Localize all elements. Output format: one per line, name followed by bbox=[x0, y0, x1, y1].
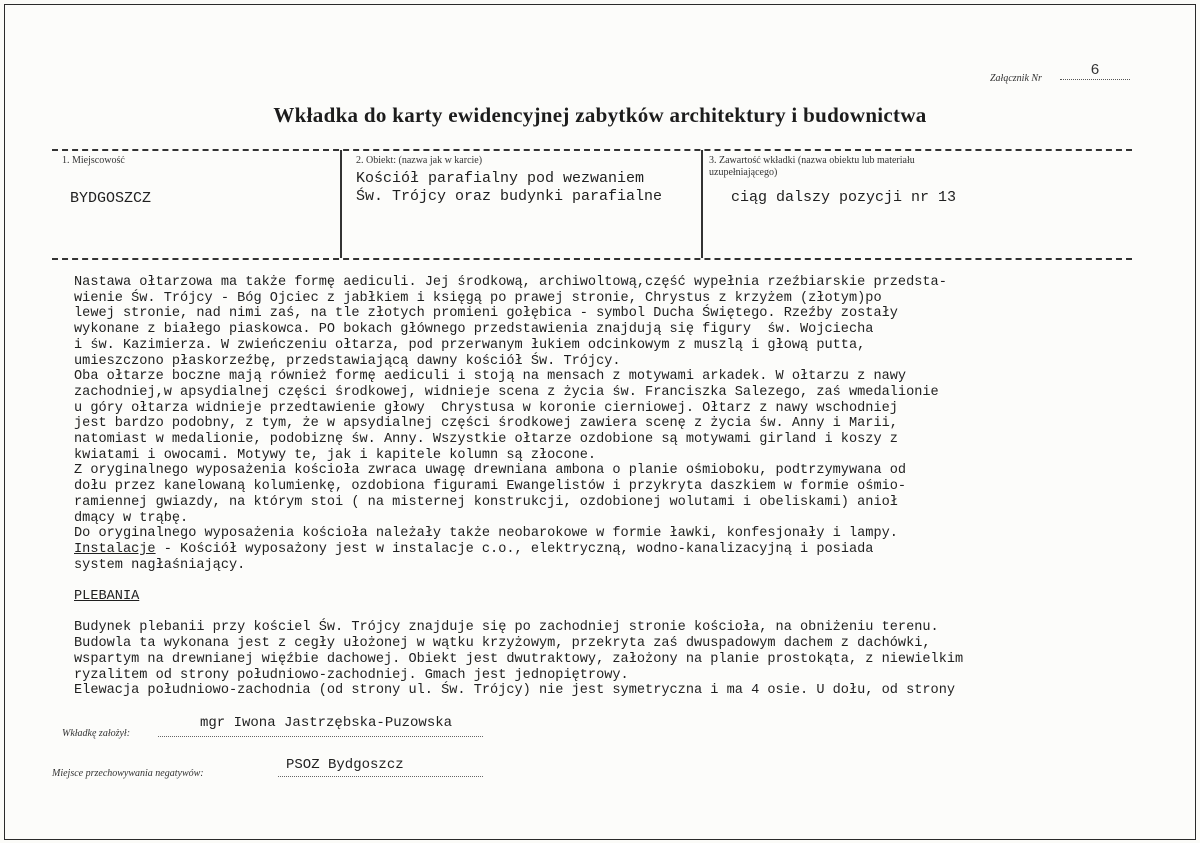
body-line: Z oryginalnego wyposażenia kościoła zwraca uwagę drewniana ambona o planie ośmioboku, podtrzymywana od bbox=[74, 463, 907, 479]
storage-line bbox=[278, 776, 483, 777]
body-line: dołu przez kanelowaną kolumienkę, ozdobiona figurami Ewangelistów i przykryta daszkiem w formie ośmio- bbox=[74, 479, 907, 495]
spacer bbox=[74, 605, 1174, 621]
rectory-line: wspartym na drewnianej więźbie dachowej. Obiekt jest dwutraktowy, założony na planie prostokąta, z niewielkim bbox=[74, 651, 964, 667]
storage-value: PSOZ Bydgoszcz bbox=[286, 757, 404, 773]
annex-number: 6 bbox=[1060, 62, 1130, 80]
rectory-line: Budowla ta wykonana jest z cegły ułożonej w wątku krzyżowym, przekryta zaś dwuspadowym dachem z dachówki, bbox=[74, 636, 931, 652]
body-line: kwiatami i owocami. Motywy te, jak i kapitele kolumn są złocone. bbox=[74, 447, 597, 463]
object-value-line2: Św. Trójcy oraz budynki parafialne bbox=[356, 188, 663, 205]
column-divider-1 bbox=[340, 150, 342, 258]
body-line: umieszczono płaskorzeźbę, przedstawiającą dawny kościół Św. Trójcy. bbox=[74, 353, 621, 369]
body-line: dmący w trąbę. bbox=[74, 510, 189, 526]
author-line bbox=[158, 736, 483, 737]
body-line: ramiennej gwiazdy, na którym stoi ( na misternej konstrukcji, ozdobionej wolutami i obeliskami) anioł bbox=[74, 494, 898, 510]
header-bottom-rule bbox=[52, 258, 1132, 260]
annex-label: Załącznik Nr bbox=[990, 73, 1042, 84]
body-line: u góry ołtarza widnieje przedtawienie głowy Chrystusa w koronie cierniowej. Ołtarz z nawy wschodniej bbox=[74, 400, 898, 416]
body-line: zachodniej,w apsydialnej części środkowej, widnieje scena z życia św. Franciszka Salezego, zaś wmedalionie bbox=[74, 384, 939, 400]
body-line: Oba ołtarze boczne mają również formę aediculi i stoją na mensach z motywami arkadek. W ołtarzu z nawy bbox=[74, 369, 907, 385]
header-top-rule bbox=[52, 149, 1132, 151]
body-line: Nastawa ołtarzowa ma także formę aediculi. Jej środkową, archiwoltową,część wypełnia rzeźbiarskie przedsta- bbox=[74, 275, 947, 290]
rectory-line: Budynek plebanii przy kościel Św. Trójcy znajduje się po zachodniej stronie kościoła, na obniżeniu terenu. bbox=[74, 620, 939, 636]
location-value: BYDGOSZCZ bbox=[70, 190, 152, 207]
spacer bbox=[74, 573, 1174, 589]
body-line: wykonane z białego piaskowca. PO bokach głównego przedstawienia znajdują się figury św. Wojciecha bbox=[74, 322, 874, 338]
rectory-line: ryzalitem od strony południowo-zachodniej. Gmach jest jednopiętrowy. bbox=[74, 667, 629, 683]
content-label-line1: 3. Zawartość wkładki (nazwa obiektu lub materiału bbox=[709, 155, 915, 166]
author-label: Wkładkę założył: bbox=[62, 728, 131, 739]
installations-heading: Instalacje bbox=[74, 541, 156, 557]
body-line: jest bardzo podobny, z tym, że w apsydialnej części środkowej zawiera scenę z życia św. Anny i Marii, bbox=[74, 416, 898, 432]
storage-label: Miejsce przechowywania negatywów: bbox=[52, 768, 204, 779]
body-line: i św. Kazimierza. W zwieńczeniu ołtarza, pod przerwanym łukiem odcinkowym z muszlą i głową putta, bbox=[74, 337, 866, 353]
rectory-line: Elewacja południowo-zachodnia (od strony ul. Św. Trójcy) nie jest symetryczna i ma 4 osie. U dołu, od strony bbox=[74, 683, 956, 699]
body-line: wienie Św. Trójcy - Bóg Ojciec z jabłkiem i księgą po prawej stronie, Chrystus z krzyżem (złotym)po bbox=[74, 290, 882, 306]
author-value: mgr Iwona Jastrzębska-Puzowska bbox=[200, 715, 453, 731]
object-label: 2. Obiekt: (nazwa jak w karcie) bbox=[356, 155, 483, 166]
content-value: ciąg dalszy pozycji nr 13 bbox=[731, 189, 957, 206]
rectory-heading: PLEBANIA bbox=[74, 589, 140, 605]
column-divider-2 bbox=[701, 150, 703, 258]
object-value-line1: Kościół parafialny pod wezwaniem bbox=[356, 170, 645, 187]
body-line: lewej stronie, nad nimi zaś, na tle złotych promieni gołębica - symbol Ducha Świętego. Rzeźby zostały bbox=[74, 306, 898, 322]
installations-text: - Kościół wyposażony jest w instalacje c.o., elektryczną, wodno-kanalizacyjną i posiada bbox=[155, 541, 874, 557]
installations-line-2: system nagłaśniający. bbox=[74, 557, 246, 573]
location-label: 1. Miejscowość bbox=[62, 155, 125, 166]
body-line: Do oryginalnego wyposażenia kościoła należały także neobarokowe w formie ławki, konfesjonały i lampy. bbox=[74, 526, 898, 542]
body-line: natomiast w medalionie, podobiznę św. Anny. Wszystkie ołtarze ozdobione są motywami girland i koszy z bbox=[74, 432, 898, 448]
description-text bbox=[74, 275, 1174, 699]
installations-line bbox=[74, 542, 1174, 558]
content-label-line2: uzupełniającego) bbox=[709, 167, 778, 178]
page-title: Wkładka do karty ewidencyjnej zabytków architektury i budownictwa bbox=[273, 103, 927, 127]
